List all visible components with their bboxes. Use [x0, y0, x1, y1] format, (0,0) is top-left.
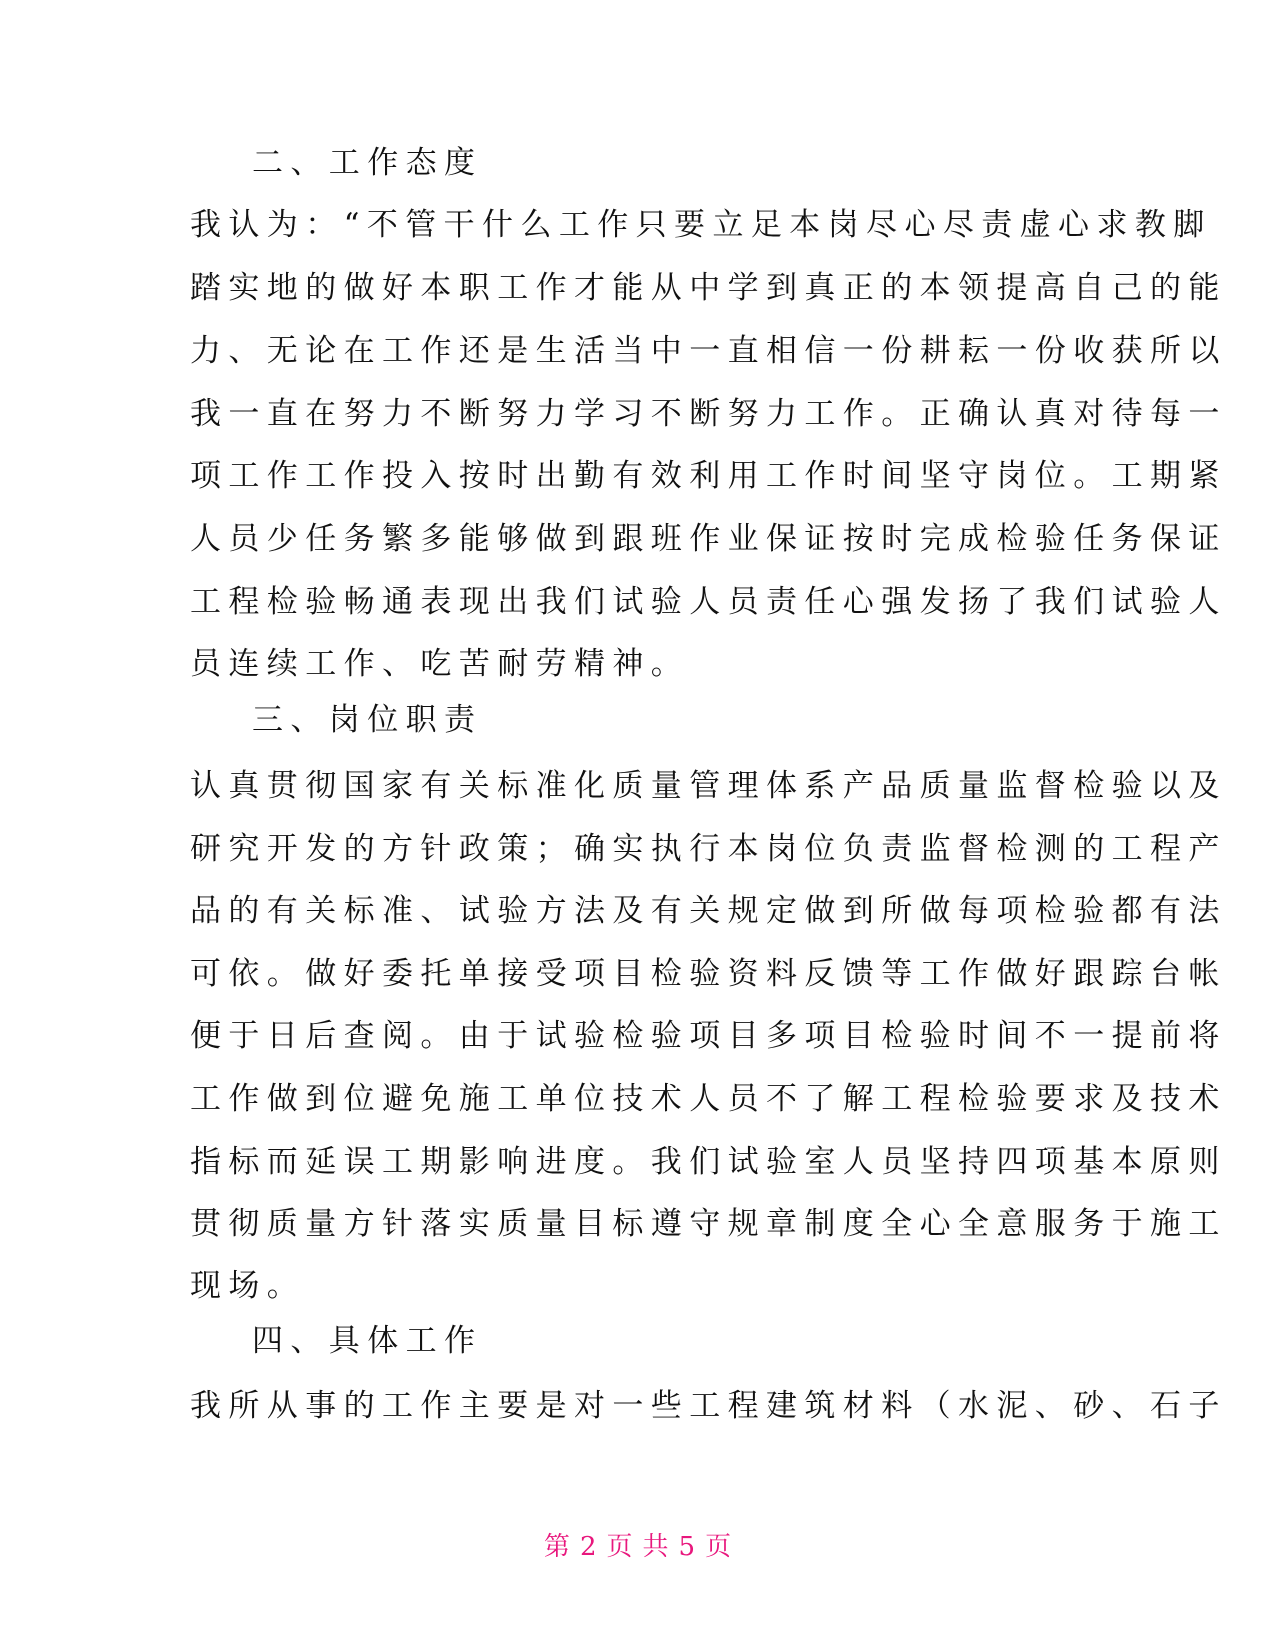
footer-page-number: 2	[579, 1532, 597, 1562]
paragraph-line: 认真贯彻国家有关标准化质量管理体系产品质量监督检验以及	[190, 768, 1227, 804]
paragraph-line: 员连续工作、吃苦耐劳精神。	[190, 646, 690, 682]
paragraph-line: 我所从事的工作主要是对一些工程建筑材料（水泥、砂、石子	[190, 1388, 1227, 1424]
paragraph-line: 工程检验畅通表现出我们试验人员责任心强发扬了我们试验人	[190, 584, 1227, 620]
footer-total-pages: 5	[678, 1532, 696, 1562]
paragraph-line: 项工作工作投入按时出勤有效利用工作时间坚守岗位。工期紧	[190, 458, 1227, 494]
paragraph-line: 可依。做好委托单接受项目检验资料反馈等工作做好跟踪台帐	[190, 956, 1227, 992]
footer-page-word: 页	[606, 1532, 633, 1562]
paragraph-line: 贯彻质量方针落实质量目标遵守规章制度全心全意服务于施工	[190, 1206, 1227, 1242]
paragraph-line: 我一直在努力不断努力学习不断努力工作。正确认真对待每一	[190, 396, 1227, 432]
footer-prefix: 第	[543, 1532, 570, 1562]
page-footer	[0, 1530, 1275, 1564]
paragraph-line: 工作做到位避免施工单位技术人员不了解工程检验要求及技术	[190, 1081, 1227, 1117]
paragraph-line: 品的有关标准、试验方法及有关规定做到所做每项检验都有法	[190, 893, 1227, 929]
section-heading-job-duties: 三、岗位职责	[252, 702, 483, 738]
paragraph-line: 现场。	[190, 1268, 306, 1304]
paragraph-line: 我认为：“不管干什么工作只要立足本岗尽心尽责虚心求教脚	[190, 207, 1212, 243]
footer-suffix: 页	[705, 1532, 732, 1562]
paragraph-line: 力、无论在工作还是生活当中一直相信一份耕耘一份收获所以	[190, 333, 1227, 369]
paragraph-line: 研究开发的方针政策；确实执行本岗位负责监督检测的工程产	[190, 831, 1227, 867]
section-heading-specific-work: 四、具体工作	[252, 1323, 483, 1359]
paragraph-line: 指标而延误工期影响进度。我们试验室人员坚持四项基本原则	[190, 1144, 1227, 1180]
footer-total-label: 共	[642, 1532, 669, 1562]
paragraph-line: 便于日后查阅。由于试验检验项目多项目检验时间不一提前将	[190, 1018, 1227, 1054]
paragraph-line: 人员少任务繁多能够做到跟班作业保证按时完成检验任务保证	[190, 521, 1227, 557]
paragraph-line: 踏实地的做好本职工作才能从中学到真正的本领提高自己的能	[190, 270, 1227, 306]
section-heading-work-attitude: 二、工作态度	[252, 145, 483, 181]
